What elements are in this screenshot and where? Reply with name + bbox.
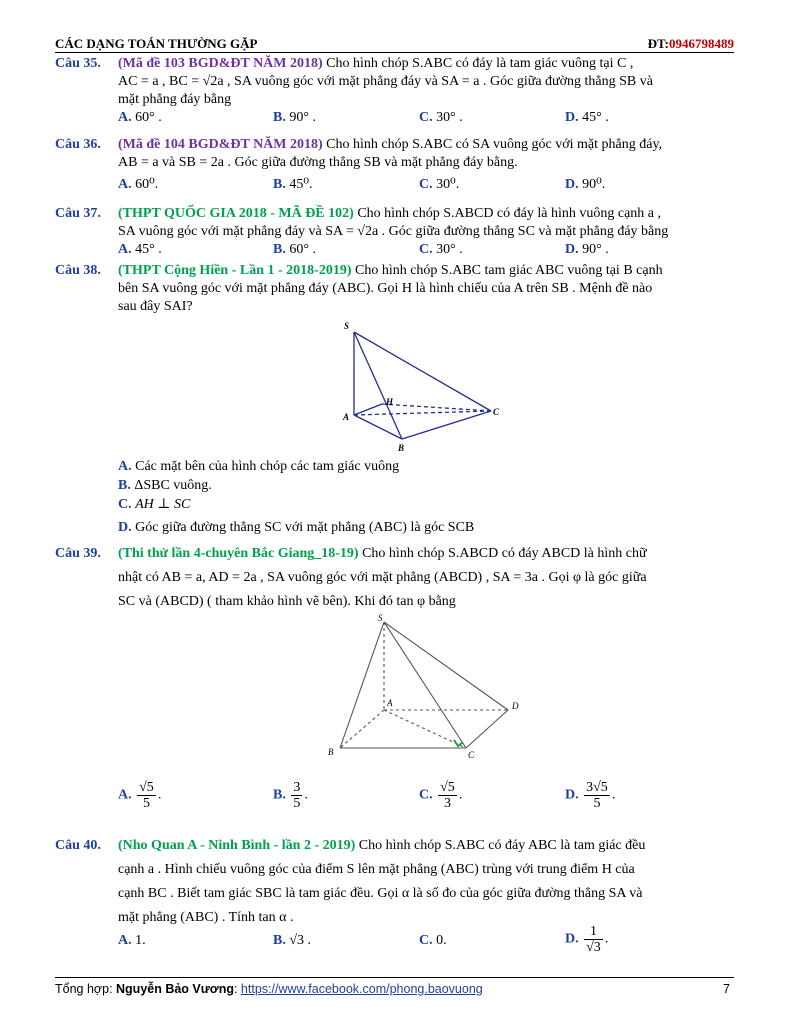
label-s: S bbox=[378, 613, 383, 623]
answer-options bbox=[118, 176, 734, 194]
footer-author: Nguyễn Bảo Vương bbox=[116, 982, 234, 996]
option-a[interactable]: A. 45° . bbox=[118, 242, 162, 257]
question-text: Cho hình chóp S.ABCD có đáy là hình vuông cạnh a , bbox=[357, 206, 661, 221]
label-b: B bbox=[328, 747, 334, 757]
question-39-options bbox=[55, 780, 734, 826]
question-number: Câu 35. bbox=[55, 56, 101, 71]
question-source: (Nho Quan A - Ninh Bình - lần 2 - 2019) bbox=[118, 838, 356, 853]
question-text: Cho hình chóp S.ABC có SA vuông góc với mặt phẳng đáy, bbox=[326, 137, 663, 152]
question-text: bên SA vuông góc với mặt phẳng đáy (ABC). Gọi H là hình chiếu của A trên SB . Mệnh đề nào bbox=[118, 281, 653, 296]
question-text: Cho hình chóp S.ABC có đáy ABC là tam giác đều bbox=[358, 838, 646, 853]
label-a: A bbox=[343, 412, 350, 422]
header-title: CÁC DẠNG TOÁN THƯỜNG GẶP bbox=[55, 36, 258, 51]
option-c[interactable]: C. AH ⊥ SC bbox=[118, 497, 191, 512]
option-c[interactable]: C. 0. bbox=[419, 933, 447, 948]
page-footer: Tổng hợp: Nguyễn Bảo Vương: https://www.facebook.com/phong.baovuong 7 bbox=[55, 977, 734, 996]
option-a[interactable]: A. $\frac{√5}{5}$ . bbox=[118, 780, 162, 811]
question-text: nhật có AB = a, AD = 2a , SA vuông góc với mặt phẳng (ABCD) , SA = 3a . Gọi φ là góc giữa bbox=[118, 570, 647, 585]
question-source: (Mã đề 104 BGD&ĐT NĂM 2018) bbox=[118, 137, 323, 152]
option-d[interactable]: D. 90° . bbox=[565, 242, 609, 257]
option-c[interactable]: C. 30° . bbox=[419, 242, 463, 257]
option-b[interactable]: B. 45⁰. bbox=[273, 177, 313, 192]
question-text: sau đây SAI? bbox=[118, 299, 193, 314]
question-number: Câu 38. bbox=[55, 263, 101, 278]
footer-prefix: Tổng hợp: bbox=[55, 982, 117, 996]
answer-options bbox=[118, 241, 734, 259]
question-38-options bbox=[55, 457, 734, 537]
option-c[interactable]: C. 30° . bbox=[419, 110, 463, 125]
question-text: SC và (ABCD) ( tham khảo hình vẽ bên). Khi đó tan φ bằng bbox=[118, 594, 456, 609]
option-b[interactable]: B. 90° . bbox=[273, 110, 316, 125]
option-c[interactable]: C. 30⁰. bbox=[419, 177, 460, 192]
option-d[interactable]: D. $\frac{1}{√3}$ . bbox=[565, 924, 609, 955]
question-text: mặt phẳng (ABC) . Tính tan α . bbox=[118, 910, 294, 925]
page-number: 7 bbox=[723, 982, 730, 996]
facebook-link[interactable]: https://www.facebook.com/phong.baovuong bbox=[240, 982, 483, 996]
question-35 bbox=[55, 55, 734, 127]
label-d: D bbox=[512, 701, 519, 711]
option-a[interactable]: A. 1. bbox=[118, 933, 146, 948]
option-d[interactable]: D. $\frac{3√5}{5}$ . bbox=[565, 780, 616, 811]
option-c[interactable]: C. $\frac{√5}{3}$ . bbox=[419, 780, 463, 811]
question-number: Câu 37. bbox=[55, 206, 101, 221]
question-text: Cho hình chóp S.ABC có đáy là tam giác vuông tại C , bbox=[326, 56, 634, 71]
question-number: Câu 40. bbox=[55, 838, 101, 853]
header-phone: ĐT:0946798489 bbox=[647, 36, 734, 51]
option-a[interactable]: A. 60⁰. bbox=[118, 177, 159, 192]
question-text: SA vuông góc với mặt phẳng đáy và SA = √2a . Góc giữa đường thẳng SC và mặt phẳng đáy bằng bbox=[118, 224, 669, 239]
option-b[interactable]: B. √3 . bbox=[273, 933, 312, 948]
option-b[interactable]: B. 60° . bbox=[273, 242, 316, 257]
answer-options bbox=[118, 780, 734, 826]
question-text: Cho hình chóp S.ABCD có đáy ABCD là hình chữ bbox=[362, 546, 647, 561]
label-s: S bbox=[344, 321, 350, 331]
option-b[interactable]: B. ΔSBC vuông. bbox=[118, 478, 212, 493]
question-text: AC = a , BC = √2a , SA vuông góc với mặt phẳng đáy và SA = a . Góc giữa đường thẳng SB và bbox=[118, 74, 653, 89]
question-39 bbox=[55, 542, 734, 614]
question-number: Câu 36. bbox=[55, 137, 101, 152]
question-40 bbox=[55, 834, 734, 930]
question-38 bbox=[55, 262, 734, 316]
option-d[interactable]: D. Góc giữa đường thẳng SC với mặt phẳng (ABC) là góc SCB bbox=[118, 520, 475, 535]
option-d[interactable]: D. 45° . bbox=[565, 110, 609, 125]
question-text: cạnh a . Hình chiếu vuông góc của điểm S lên mặt phẳng (ABC) trùng với trung điểm H của bbox=[118, 862, 635, 877]
option-d[interactable]: D. 90⁰. bbox=[565, 177, 606, 192]
page-header bbox=[55, 34, 734, 53]
label-a: A bbox=[387, 698, 393, 708]
label-h: H bbox=[386, 397, 394, 407]
question-text: AB = a và SB = 2a . Góc giữa đường thẳng SB và mặt phẳng đáy bằng. bbox=[118, 155, 518, 170]
option-b[interactable]: B. $\frac{3}{5}$ . bbox=[273, 780, 308, 811]
question-36 bbox=[55, 136, 734, 194]
question-source: (THPT Cộng Hiền - Lần 1 - 2018-2019) bbox=[118, 263, 352, 278]
question-text: cạnh BC . Biết tam giác SBC là tam giác đều. Gọi α là số đo của góc giữa đường thẳng SA và bbox=[118, 886, 643, 901]
question-number: Câu 39. bbox=[55, 546, 101, 561]
label-c: C bbox=[493, 407, 500, 417]
question-text: mặt phẳng đáy bằng bbox=[118, 92, 232, 107]
label-b: B bbox=[398, 443, 405, 453]
question-37 bbox=[55, 205, 734, 259]
pyramid-figure-sabc bbox=[338, 318, 508, 454]
label-c: C bbox=[468, 750, 475, 760]
option-a[interactable]: A. 60° . bbox=[118, 110, 162, 125]
answer-options bbox=[118, 924, 734, 964]
question-source: (Thi thử lần 4-chuyên Bắc Giang_18-19) bbox=[118, 546, 359, 561]
pyramid-figure-sabcd bbox=[322, 612, 528, 762]
question-text: Cho hình chóp S.ABC tam giác ABC vuông tại B cạnh bbox=[354, 263, 663, 278]
option-a[interactable]: A. Các mặt bên của hình chóp các tam giác vuông bbox=[118, 459, 400, 474]
question-source: (Mã đề 103 BGD&ĐT NĂM 2018) bbox=[118, 56, 323, 71]
answer-options bbox=[118, 109, 734, 127]
question-source: (THPT QUỐC GIA 2018 - MÃ ĐỀ 102) bbox=[118, 206, 354, 221]
question-40-options bbox=[55, 924, 734, 964]
